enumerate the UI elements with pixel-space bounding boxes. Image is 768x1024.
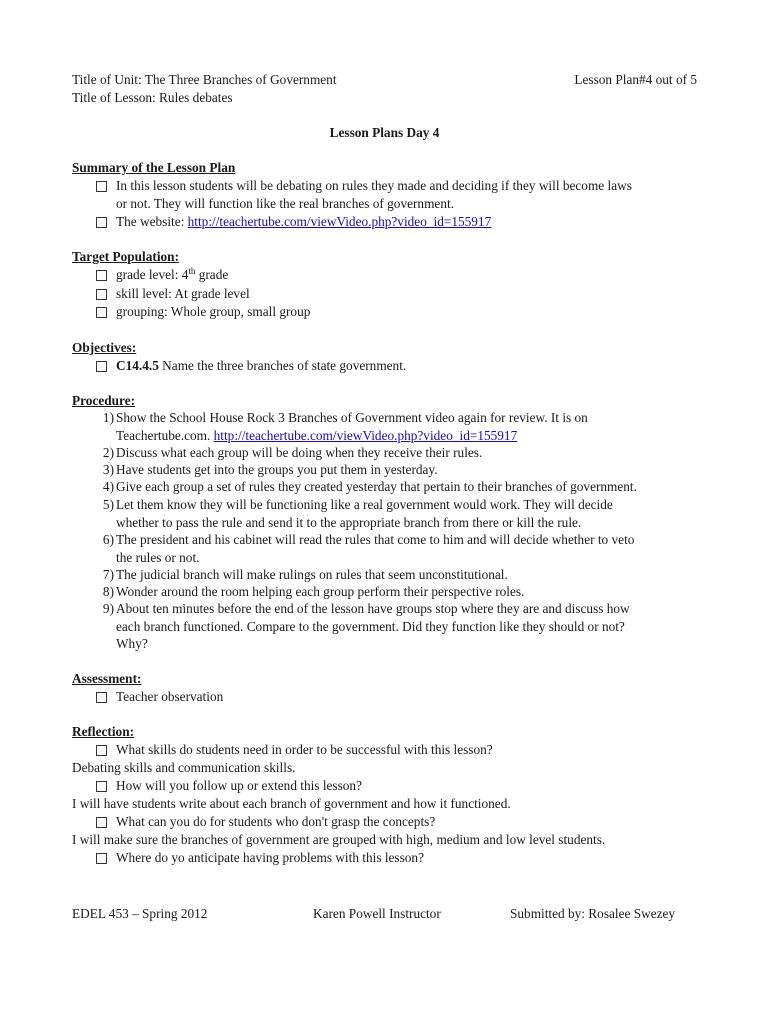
website-label: The website: (116, 214, 188, 229)
step-number: 3) (102, 462, 114, 477)
summary-item (96, 177, 696, 212)
step-text: Let them know they will be functioning like a real government would work. They will decide (116, 497, 613, 512)
assessment-text: Teacher observation (116, 689, 224, 704)
step-number: 5) (102, 497, 114, 512)
reflection-question (96, 849, 696, 867)
question-text: Where do yo anticipate having problems with this lesson? (116, 850, 424, 865)
summary-item-text-cont: or not. They will function like the real branches of government. (116, 195, 454, 211)
reflection-answer: I will have students write about each branch of government and how it functioned. (72, 796, 511, 811)
checkbox-icon (96, 289, 107, 300)
grade-superscript: th (188, 266, 196, 276)
target-heading: Target Population: (72, 249, 179, 264)
grade-level-text: grade level: 4 (116, 267, 189, 282)
procedure-step (96, 461, 696, 479)
checkbox-icon (96, 692, 107, 703)
step-text-cont: whether to pass the rule and send it to the appropriate branch from there or kill the rule. (116, 514, 582, 530)
assessment-item (96, 688, 696, 706)
video-link[interactable]: http://teachertube.com/viewVideo.php?video_id=155917 (213, 427, 518, 443)
step-text: Give each group a set of rules they created yesterday that pertain to their branches of government. (116, 479, 637, 494)
reflection-answer: I will make sure the branches of government are grouped with high, medium and low level students. (72, 832, 606, 847)
lesson-title: Title of Lesson: Rules debates (72, 90, 233, 105)
step-text: Have students get into the groups you put them in yesterday. (116, 462, 438, 477)
checkbox-icon (96, 307, 107, 318)
assessment-heading: Assessment: (72, 671, 142, 686)
question-text: What skills do students need in order to be successful with this lesson? (116, 742, 493, 757)
objective-code: C14.4.5 (116, 358, 159, 373)
objectives-heading: Objectives: (72, 340, 137, 355)
step-number: 7) (102, 567, 114, 582)
summary-heading: Summary of the Lesson Plan (72, 160, 236, 175)
step-text: Discuss what each group will be doing when they receive their rules. (116, 445, 483, 460)
step-text-cont: Teachertube.com. (116, 427, 214, 443)
submitted-by: Submitted by: Rosalee Swezey (510, 906, 676, 921)
checkbox-icon (96, 181, 107, 192)
checkbox-icon (96, 361, 107, 372)
summary-item-text: In this lesson students will be debating on rules they made and deciding if they will become laws (116, 178, 632, 193)
step-text-cont: the rules or not. (116, 549, 200, 565)
header-row (72, 71, 697, 89)
step-number: 4) (102, 479, 114, 494)
question-text: What can you do for students who don't grasp the concepts? (116, 814, 436, 829)
checkbox-icon (96, 217, 107, 228)
step-number: 1) (102, 410, 114, 425)
website-link[interactable]: http://teachertube.com/viewVideo.php?video_id=155917 (187, 214, 492, 229)
step-text: The president and his cabinet will read the rules that come to him and will decide whether to veto (116, 532, 635, 547)
checkbox-icon (96, 781, 107, 792)
checkbox-icon (96, 817, 107, 828)
summary-website-item (96, 213, 696, 231)
step-text: Show the School House Rock 3 Branches of Government video again for review. It is on (116, 410, 588, 425)
target-skill-item (96, 285, 696, 303)
procedure-step (96, 583, 696, 601)
page-title: Lesson Plans Day 4 (329, 125, 440, 140)
page-footer (72, 905, 697, 923)
question-text: How will you follow up or extend this lesson? (116, 778, 362, 793)
step-text: The judicial branch will make rulings on rules that seem unconstitutional. (116, 567, 508, 582)
procedure-step (96, 496, 696, 531)
procedure-step (96, 478, 696, 496)
checkbox-icon (96, 853, 107, 864)
step-text: Wonder around the room helping each group perform their perspective roles. (116, 584, 525, 599)
step-text-cont: Why? (116, 636, 148, 651)
reflection-question (96, 813, 696, 831)
grade-level-suffix: grade (195, 267, 229, 282)
step-text-cont: each branch functioned. Compare to the government. Did they function like they should or not? (116, 618, 625, 634)
unit-title: Title of Unit: The Three Branches of Government (72, 72, 337, 87)
plan-number: Lesson Plan#4 out of 5 (574, 72, 697, 87)
objective-item (96, 357, 696, 375)
procedure-step (96, 566, 696, 584)
procedure-step (96, 409, 696, 444)
reflection-heading: Reflection: (72, 724, 135, 739)
procedure-step (96, 444, 696, 462)
objective-text: Name the three branches of state government. (158, 358, 407, 373)
step-number: 2) (102, 445, 114, 460)
instructor-info: Karen Powell Instructor (313, 906, 441, 921)
step-number: 9) (102, 601, 114, 616)
grouping-text: grouping: Whole group, small group (116, 304, 311, 319)
checkbox-icon (96, 270, 107, 281)
step-number: 8) (102, 584, 114, 599)
procedure-step (96, 600, 696, 653)
step-number: 6) (102, 532, 114, 547)
procedure-heading: Procedure: (72, 393, 136, 408)
course-info: EDEL 453 – Spring 2012 (72, 906, 208, 921)
reflection-question (96, 777, 696, 795)
step-text: About ten minutes before the end of the lesson have groups stop where they are and discuss how (116, 601, 630, 616)
skill-level-text: skill level: At grade level (116, 286, 250, 301)
target-grade-item (96, 266, 696, 284)
target-grouping-item (96, 303, 696, 321)
procedure-step (96, 531, 696, 566)
reflection-answer: Debating skills and communication skills. (72, 760, 296, 775)
reflection-question (96, 741, 696, 759)
checkbox-icon (96, 745, 107, 756)
